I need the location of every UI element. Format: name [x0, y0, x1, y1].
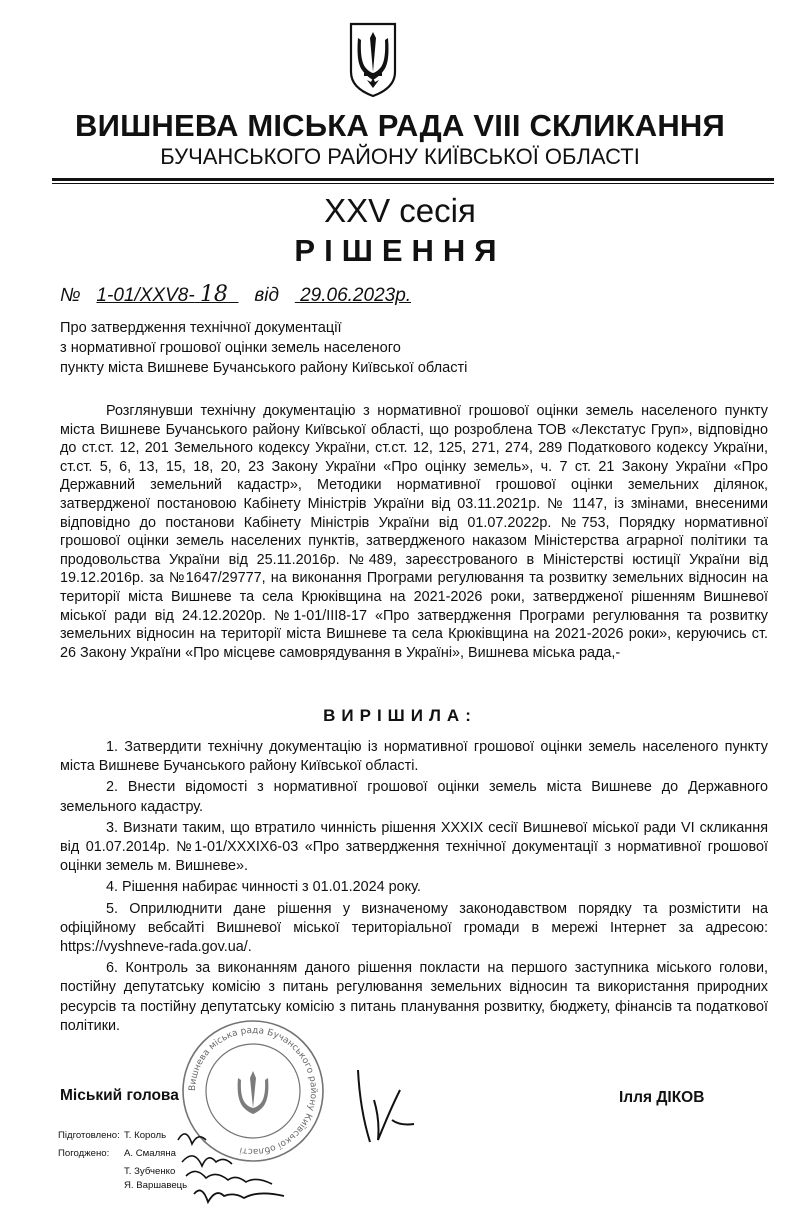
signature-position: Міський голова [60, 1087, 179, 1104]
signature-name: Ілля ДІКОВ [619, 1089, 705, 1106]
subject-line: пункту міста Вишневе Бучанського району Київської області [60, 360, 468, 376]
seal-text: Вишнева міська рада Бучанського району Київської області [187, 1025, 319, 1157]
registration-line [60, 283, 411, 308]
prepared-label: Підготовлено: [58, 1130, 120, 1141]
decision-date: 29.06.2023р. [300, 285, 412, 306]
agreed-by: Я. Варшавець [124, 1180, 188, 1191]
subject-line: з нормативної грошової оцінки земель населеного [60, 340, 401, 356]
decision-item: 3. Визнати таким, що втратило чинність рішення XXXIX сесії Вишневої міської ради VI скликання від 01.07.2014р. №1-01/XXXIX6-03 «Про затвердження технічної документації з нормативної грошової оцінки земель м. Вишневе». [60, 819, 768, 875]
agreed-by: А. Смалянa [124, 1148, 177, 1159]
number-prefix: № [60, 285, 81, 306]
date-prefix: від [254, 285, 279, 306]
document-type-title: РІШЕННЯ [294, 233, 506, 268]
prepared-by: Т. Король [124, 1130, 167, 1141]
header-rule-thick [52, 178, 774, 181]
agreed-label: Погоджено: [58, 1148, 110, 1159]
coat-of-arms-icon [348, 22, 398, 98]
agreed-by: Т. Зубченко [124, 1166, 176, 1177]
district-title: БУЧАНСЬКОГО РАЙОНУ КИЇВСЬКОЇ ОБЛАСТІ [160, 144, 640, 169]
decision-item: 2. Внести відомості з нормативної грошової оцінки земель міста Вишневе до Державного земельного кадастру. [60, 779, 768, 815]
decision-item: 1. Затвердити технічну документацію із нормативної грошової оцінки земель населеного пункту міста Вишневе Бучанського району Київської області. [60, 739, 768, 775]
session-title: XXV сесія [324, 192, 476, 229]
decision-number-printed: 1-01/XXV8- [96, 285, 195, 306]
resolved-heading: ВИРІШИЛА: [323, 706, 477, 725]
header-rule-thin [52, 183, 774, 184]
mayor-signature [330, 1060, 420, 1150]
decision-number-handwritten: 18 [199, 282, 228, 307]
preamble [60, 402, 768, 662]
decision-item: 5. Оприлюднити дане рішення у визначеному законодавством порядку та розмістити на офіційному вебсайті Вишневої міської територіальної громади в мережі Інтернет за адресою: https://vyshneve-rada.gov.ua/. [60, 900, 768, 956]
decision-items [60, 738, 768, 1038]
decision-item: 4. Рішення набирає чинності з 01.01.2024 року. [106, 879, 421, 896]
decision-number [96, 282, 238, 307]
decision-subject [60, 318, 467, 378]
approval-signatures [172, 1122, 292, 1214]
council-title: ВИШНЕВА МІСЬКА РАДА VIII СКЛИКАННЯ [75, 108, 725, 143]
subject-line: Про затвердження технічної документації [60, 320, 342, 336]
decision-item: 6. Контроль за виконанням даного рішення покласти на першого заступника міського голови, постійну депутатську комісію з питань регулювання земельних відносин та використання природних ресурсів та постійну депутатську комісію з питань планування розвитку, бюджету, фінансів та податкової політики. [60, 960, 768, 1034]
preamble-text: Розглянувши технічну документацію з нормативної грошової оцінки земель населеного пункту міста Вишневе Бучанського району Київської області, що розроблена ТОВ «Лекстатус Груп», відповідно до ст.ст. 12, 201 Земельного кодексу України, ст.ст. 12, 125, 271, 274, 289 Податкового кодексу України, ст.ст. 5, 6, 13, 15, 18, 20, 23 Закону України «Про оцінку земель», ч. 7 ст. 21 Закону України «Про Державний земельний кадастр», Методики нормативної грошової оцінки земельних ділянок, затвердженої постановою Кабінету Міністрів України від 03.11.2021р. № 1147, із змінами, внесеними відповідно до постанови Кабінету Міністрів України від 01.07.2022р. №753, Порядку нормативної грошової оцінки земель населених пунктів, затвердженого наказом Міністерства аграрної політики та продовольства України від 25.11.2016р. №489, зареєстрованого в Міністерстві юстиції України від 19.12.2016р. за №1647/29777, на виконання Програми регулювання та розвитку земельних відносин на території міста Вишневе та села Крюківщина на 2021-2026 роки, затвердженої рішенням Вишневої міської ради від 24.12.2020р. №1-01/ІІІ8-17 «Про затвердження Програми регулювання та розвитку земельних відносин на території міста Вишневе та села Крюківщина на 2021-2026 роки», керуючись ст. 26 Закону України «Про місцеве самоврядування в Україні», Вишнева міська рада,- [60, 403, 768, 661]
